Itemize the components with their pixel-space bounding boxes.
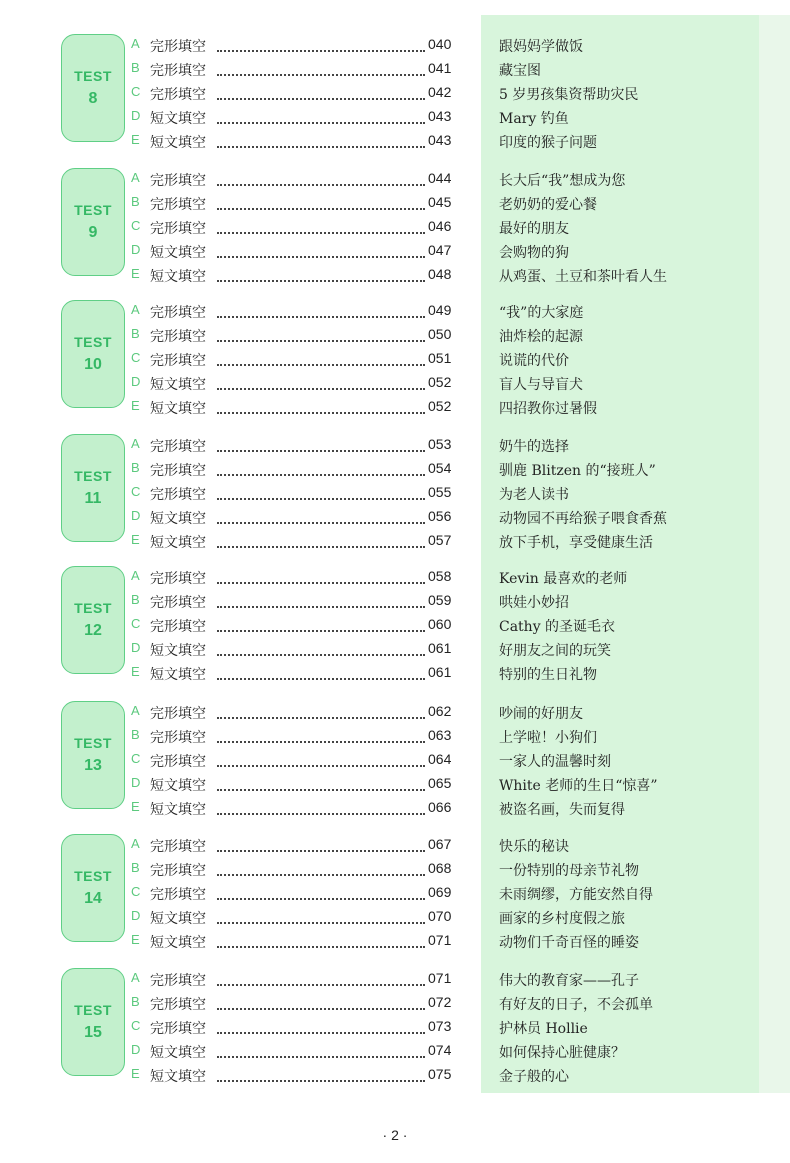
dot-leader [217, 568, 425, 584]
test-badge-label: TEST [74, 202, 112, 218]
entry-letter: D [131, 1042, 141, 1057]
toc-entry[interactable] [0, 106, 790, 130]
dot-leader [217, 508, 425, 524]
entry-letter: E [131, 799, 140, 814]
entry-page: 058 [428, 568, 452, 584]
entry-title: 被盗名画，失而复得 [499, 802, 625, 818]
entry-type: 完形填空 [150, 595, 206, 611]
entry-title: 老奶奶的爱心餐 [499, 197, 597, 213]
entry-letter: B [131, 860, 140, 875]
dot-leader [217, 640, 425, 656]
entry-type: 完形填空 [150, 863, 206, 879]
dot-leader [217, 994, 425, 1010]
entry-letter: B [131, 727, 140, 742]
entry-title: Kevin 最喜欢的老师 [499, 571, 628, 587]
dot-leader [217, 484, 425, 500]
entry-type: 短文填空 [150, 511, 206, 527]
entry-title: 会购物的狗 [499, 245, 569, 261]
toc-entry[interactable] [0, 168, 790, 192]
entry-letter: D [131, 508, 141, 523]
entry-letter: B [131, 326, 140, 341]
entry-letter: E [131, 132, 140, 147]
entry-page: 064 [428, 751, 452, 767]
entry-title: 从鸡蛋、土豆和茶叶看人生 [499, 269, 667, 285]
dot-leader [217, 703, 425, 719]
entry-letter: C [131, 484, 141, 499]
entry-title: 金子般的心 [499, 1069, 569, 1085]
dot-leader [217, 84, 425, 100]
toc-entry[interactable] [0, 506, 790, 530]
entry-title: 驯鹿 Blitzen 的“接班人” [499, 463, 656, 479]
entry-page: 070 [428, 908, 452, 924]
entry-letter: B [131, 194, 140, 209]
dot-leader [217, 908, 425, 924]
entry-title: 吵闹的好朋友 [499, 706, 583, 722]
entry-page: 074 [428, 1042, 452, 1058]
entry-page: 045 [428, 194, 452, 210]
entry-page: 061 [428, 664, 452, 680]
dot-leader [217, 532, 425, 548]
test-group [0, 968, 790, 1088]
entry-page: 069 [428, 884, 452, 900]
entry-letter: D [131, 108, 141, 123]
entry-letter: D [131, 775, 141, 790]
entry-page: 046 [428, 218, 452, 234]
dot-leader [217, 727, 425, 743]
entry-letter: A [131, 302, 140, 317]
dot-leader [217, 775, 425, 791]
entry-letter: E [131, 398, 140, 413]
toc-entry[interactable] [0, 396, 790, 420]
entry-letter: A [131, 36, 140, 51]
toc-entry[interactable] [0, 482, 790, 506]
entry-title: 放下手机，享受健康生活 [499, 535, 653, 551]
entry-page: 063 [428, 727, 452, 743]
toc-entry[interactable] [0, 34, 790, 58]
dot-leader [217, 170, 425, 186]
test-group [0, 434, 790, 554]
entry-letter: A [131, 836, 140, 851]
entry-page: 048 [428, 266, 452, 282]
entry-letter: D [131, 374, 141, 389]
entry-title: 伟大的教育家——孔子 [499, 973, 639, 989]
test-group [0, 701, 790, 821]
test-badge-label: TEST [74, 600, 112, 616]
entry-page: 041 [428, 60, 452, 76]
entry-title: 5 岁男孩集资帮助灾民 [499, 87, 639, 103]
test-group [0, 566, 790, 686]
entry-type: 短文填空 [150, 935, 206, 951]
entry-title: 最好的朋友 [499, 221, 569, 237]
entry-type: 完形填空 [150, 221, 206, 237]
entry-letter: C [131, 884, 141, 899]
toc-entry[interactable] [0, 216, 790, 240]
dot-leader [217, 132, 425, 148]
dot-leader [217, 194, 425, 210]
entry-page: 050 [428, 326, 452, 342]
entry-title: 护林员 Hollie [499, 1021, 588, 1037]
dot-leader [217, 751, 425, 767]
toc-entry[interactable] [0, 130, 790, 154]
entry-title: 动物们千奇百怪的睡姿 [499, 935, 639, 951]
entry-title: 长大后“我”想成为您 [499, 173, 626, 189]
entry-type: 完形填空 [150, 305, 206, 321]
entry-title: 哄娃小妙招 [499, 595, 569, 611]
entry-page: 065 [428, 775, 452, 791]
dot-leader [217, 266, 425, 282]
test-group [0, 300, 790, 420]
entry-page: 061 [428, 640, 452, 656]
entry-letter: E [131, 1066, 140, 1081]
toc-entry[interactable] [0, 834, 790, 858]
entry-letter: A [131, 970, 140, 985]
toc-entry[interactable] [0, 300, 790, 324]
entry-type: 完形填空 [150, 887, 206, 903]
toc-entry[interactable] [0, 458, 790, 482]
toc-entry[interactable] [0, 614, 790, 638]
entry-title: 画家的乡村度假之旅 [499, 911, 625, 927]
toc-entry[interactable] [0, 725, 790, 749]
dot-leader [217, 836, 425, 852]
entry-type: 完形填空 [150, 197, 206, 213]
entry-type: 完形填空 [150, 973, 206, 989]
test-badge-label: TEST [74, 735, 112, 751]
toc-entry[interactable] [0, 590, 790, 614]
test-badge-number: 12 [84, 622, 102, 639]
entry-title: 奶牛的选择 [499, 439, 569, 455]
entry-page: 042 [428, 84, 452, 100]
entry-page: 066 [428, 799, 452, 815]
entry-title: 上学啦！小狗们 [499, 730, 597, 746]
entry-letter: C [131, 84, 141, 99]
entry-title: 印度的猴子问题 [499, 135, 597, 151]
entry-page: 057 [428, 532, 452, 548]
toc-entry[interactable] [0, 701, 790, 725]
entry-title: 一家人的温馨时刻 [499, 754, 611, 770]
dot-leader [217, 60, 425, 76]
entry-type: 完形填空 [150, 754, 206, 770]
entry-letter: B [131, 592, 140, 607]
test-badge-number: 10 [84, 356, 102, 373]
entry-letter: E [131, 932, 140, 947]
entry-page: 071 [428, 970, 452, 986]
entry-title: 说谎的代价 [499, 353, 569, 369]
entry-title: 为老人读书 [499, 487, 569, 503]
entry-type: 短文填空 [150, 643, 206, 659]
toc-entry[interactable] [0, 324, 790, 348]
entry-type: 完形填空 [150, 353, 206, 369]
entry-page: 060 [428, 616, 452, 632]
test-badge-number: 9 [88, 224, 98, 241]
dot-leader [217, 36, 425, 52]
entry-type: 短文填空 [150, 778, 206, 794]
dot-leader [217, 398, 425, 414]
entry-type: 完形填空 [150, 839, 206, 855]
test-badge-label: TEST [74, 868, 112, 884]
test-badge-label: TEST [74, 468, 112, 484]
toc-entry[interactable] [0, 749, 790, 773]
entry-type: 完形填空 [150, 1021, 206, 1037]
toc-entry[interactable] [0, 1040, 790, 1064]
test-badge-label: TEST [74, 1002, 112, 1018]
entry-page: 068 [428, 860, 452, 876]
entry-page: 043 [428, 132, 452, 148]
toc-entry[interactable] [0, 858, 790, 882]
toc-entry[interactable] [0, 58, 790, 82]
entry-letter: A [131, 436, 140, 451]
entry-type: 完形填空 [150, 706, 206, 722]
toc-entry[interactable] [0, 638, 790, 662]
entry-title: 好朋友之间的玩笑 [499, 643, 611, 659]
dot-leader [217, 108, 425, 124]
entry-type: 完形填空 [150, 87, 206, 103]
entry-letter: E [131, 532, 140, 547]
entry-title: 盲人与导盲犬 [499, 377, 583, 393]
test-group [0, 34, 790, 154]
toc-entry[interactable] [0, 530, 790, 554]
toc-entry[interactable] [0, 968, 790, 992]
entry-title: 四招教你过暑假 [499, 401, 597, 417]
test-badge-number: 13 [84, 757, 102, 774]
toc-entry[interactable] [0, 773, 790, 797]
toc-entry[interactable] [0, 82, 790, 106]
test-group [0, 834, 790, 954]
entry-title: 特别的生日礼物 [499, 667, 597, 683]
entry-page: 073 [428, 1018, 452, 1034]
entry-letter: A [131, 170, 140, 185]
entry-title: 藏宝图 [499, 63, 541, 79]
entry-type: 短文填空 [150, 535, 206, 551]
entry-page: 040 [428, 36, 452, 52]
entry-letter: C [131, 616, 141, 631]
entry-type: 完形填空 [150, 619, 206, 635]
entry-type: 短文填空 [150, 802, 206, 818]
entry-page: 052 [428, 398, 452, 414]
entry-type: 完形填空 [150, 329, 206, 345]
test-badge-number: 11 [84, 490, 102, 507]
dot-leader [217, 970, 425, 986]
page-number: · 2 · [382, 1127, 408, 1143]
entry-type: 短文填空 [150, 377, 206, 393]
dot-leader [217, 436, 425, 452]
entry-page: 056 [428, 508, 452, 524]
toc-entry[interactable] [0, 348, 790, 372]
entry-letter: D [131, 908, 141, 923]
entry-page: 053 [428, 436, 452, 452]
entry-letter: D [131, 242, 141, 257]
entry-title: 未雨绸缪，方能安然自得 [499, 887, 653, 903]
entry-letter: C [131, 218, 141, 233]
entry-type: 短文填空 [150, 269, 206, 285]
dot-leader [217, 374, 425, 390]
entry-page: 075 [428, 1066, 452, 1082]
toc-entry[interactable] [0, 992, 790, 1016]
test-badge-number: 8 [88, 90, 98, 107]
entry-letter: A [131, 703, 140, 718]
entry-title: 一份特别的母亲节礼物 [499, 863, 639, 879]
entry-type: 完形填空 [150, 571, 206, 587]
entry-type: 短文填空 [150, 111, 206, 127]
entry-letter: B [131, 60, 140, 75]
entry-letter: E [131, 266, 140, 281]
entry-title: 跟妈妈学做饭 [499, 39, 583, 55]
entry-letter: B [131, 994, 140, 1009]
dot-leader [217, 1018, 425, 1034]
toc-entry[interactable] [0, 240, 790, 264]
entry-page: 044 [428, 170, 452, 186]
entry-type: 完形填空 [150, 730, 206, 746]
dot-leader [217, 1066, 425, 1082]
entry-type: 短文填空 [150, 667, 206, 683]
entry-title: Mary 钓鱼 [499, 111, 569, 127]
entry-type: 完形填空 [150, 463, 206, 479]
toc-entry[interactable] [0, 1016, 790, 1040]
entry-letter: C [131, 350, 141, 365]
entry-letter: D [131, 640, 141, 655]
toc-entry[interactable] [0, 882, 790, 906]
dot-leader [217, 592, 425, 608]
entry-type: 短文填空 [150, 401, 206, 417]
entry-type: 短文填空 [150, 135, 206, 151]
toc-entry[interactable] [0, 566, 790, 590]
entry-title: 有好友的日子，不会孤单 [499, 997, 653, 1013]
entry-page: 054 [428, 460, 452, 476]
dot-leader [217, 664, 425, 680]
entry-letter: C [131, 1018, 141, 1033]
toc-entry[interactable] [0, 930, 790, 954]
entry-title: Cathy 的圣诞毛衣 [499, 619, 616, 635]
entry-letter: C [131, 751, 141, 766]
entry-page: 071 [428, 932, 452, 948]
dot-leader [217, 302, 425, 318]
toc-entry[interactable] [0, 1064, 790, 1088]
dot-leader [217, 860, 425, 876]
toc-entry[interactable] [0, 372, 790, 396]
entry-type: 完形填空 [150, 173, 206, 189]
entry-title: 快乐的秘诀 [499, 839, 569, 855]
dot-leader [217, 460, 425, 476]
test-badge-number: 15 [84, 1024, 102, 1041]
dot-leader [217, 242, 425, 258]
dot-leader [217, 799, 425, 815]
entry-title: “我”的大家庭 [499, 305, 584, 321]
entry-type: 短文填空 [150, 1069, 206, 1085]
dot-leader [217, 616, 425, 632]
entry-page: 047 [428, 242, 452, 258]
toc-entry[interactable] [0, 434, 790, 458]
entry-page: 062 [428, 703, 452, 719]
entry-page: 051 [428, 350, 452, 366]
entry-title: White 老师的生日“惊喜” [499, 778, 658, 794]
entry-page: 072 [428, 994, 452, 1010]
entry-type: 完形填空 [150, 997, 206, 1013]
entry-type: 短文填空 [150, 245, 206, 261]
test-badge-number: 14 [84, 890, 102, 907]
entry-type: 完形填空 [150, 39, 206, 55]
entry-letter: B [131, 460, 140, 475]
entry-type: 完形填空 [150, 487, 206, 503]
dot-leader [217, 932, 425, 948]
entry-page: 055 [428, 484, 452, 500]
entry-title: 如何保持心脏健康？ [499, 1045, 625, 1061]
entry-page: 059 [428, 592, 452, 608]
entry-page: 067 [428, 836, 452, 852]
toc-entry[interactable] [0, 264, 790, 288]
entry-type: 完形填空 [150, 439, 206, 455]
entry-type: 完形填空 [150, 63, 206, 79]
toc-entry[interactable] [0, 662, 790, 686]
entry-type: 短文填空 [150, 911, 206, 927]
toc-entry[interactable] [0, 192, 790, 216]
dot-leader [217, 884, 425, 900]
entry-letter: E [131, 664, 140, 679]
dot-leader [217, 326, 425, 342]
entry-title: 动物园不再给猴子喂食香蕉 [499, 511, 667, 527]
dot-leader [217, 1042, 425, 1058]
toc-entry[interactable] [0, 906, 790, 930]
entry-title: 油炸桧的起源 [499, 329, 583, 345]
entry-page: 043 [428, 108, 452, 124]
dot-leader [217, 218, 425, 234]
test-group [0, 168, 790, 288]
test-badge-label: TEST [74, 334, 112, 350]
toc-entry[interactable] [0, 797, 790, 821]
entry-page: 049 [428, 302, 452, 318]
entry-type: 短文填空 [150, 1045, 206, 1061]
test-badge-label: TEST [74, 68, 112, 84]
entry-letter: A [131, 568, 140, 583]
entry-page: 052 [428, 374, 452, 390]
dot-leader [217, 350, 425, 366]
